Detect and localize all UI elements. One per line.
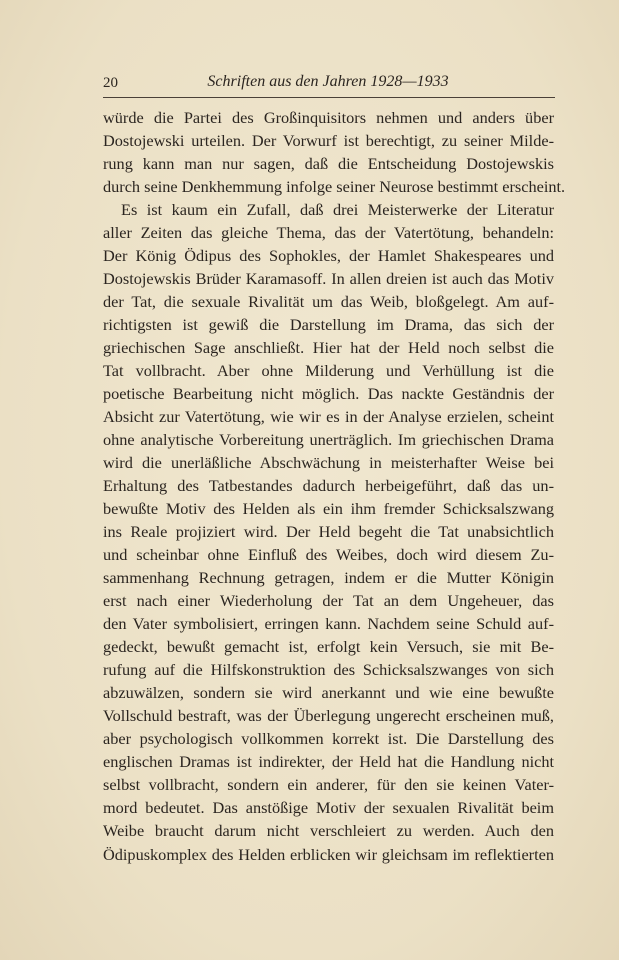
text-line: würde die Partei des Großinquisitors nehmen und anders über xyxy=(103,108,554,127)
text-line: ohne analytische Vorbereitung unerträglich. Im griechischen Drama xyxy=(103,430,554,450)
running-title: Schriften aus den Jahren 1928—1933 xyxy=(207,73,449,90)
text-line: Es ist kaum ein Zufall, daß drei Meisterwerke der Literatur xyxy=(121,200,554,220)
text-line: rung kann man nur sagen, daß die Entscheidung Dostojewskis xyxy=(103,154,554,174)
text-line: abzuwälzen, sondern sie wird anerkannt und wie eine bewußte xyxy=(103,683,554,703)
page-number: 20 xyxy=(103,75,118,91)
text-line: bewußte Motiv des Helden als ein ihm fremder Schicksalszwang xyxy=(103,499,554,519)
text-line: Ödipuskomplex des Helden erblicken wir gleichsam im reflektierten xyxy=(103,844,554,864)
text-line: gedeckt, bewußt gemacht ist, erfolgt kein Versuch, sie mit Be- xyxy=(103,637,554,657)
text-line: Weibe braucht darum nicht verschleiert zu werden. Auch den xyxy=(103,821,554,841)
text-line: aller Zeiten das gleiche Thema, das der Vatertötung, behandeln: xyxy=(103,223,554,243)
text-line: Vollschuld bestraft, was der Überlegung ungerecht erscheinen muß, xyxy=(103,706,554,726)
text-line: Absicht zur Vatertötung, wie wir es in der Analyse erzielen, scheint xyxy=(103,407,554,427)
text-line: englischen Dramas ist indirekter, der Held hat die Handlung nicht xyxy=(103,752,554,772)
text-line: aber psychologisch vollkommen korrekt ist. Die Darstellung des xyxy=(103,729,554,749)
text-line: erst nach einer Wiederholung der Tat an dem Ungeheuer, das xyxy=(103,591,554,611)
header-rule xyxy=(103,97,555,98)
text-line: rufung auf die Hilfskonstruktion des Schicksalszwanges von sich xyxy=(103,660,554,680)
text-line: selbst vollbracht, sondern ein anderer, für den sie keinen Vater- xyxy=(103,775,554,795)
body-text xyxy=(103,106,566,866)
text-line: Dostojewski urteilen. Der Vorwurf ist berechtigt, zu seiner Milde- xyxy=(103,131,554,151)
text-line: poetische Bearbeitung nicht möglich. Das nackte Geständnis der xyxy=(103,384,554,404)
text-line: wird die unerläßliche Abschwächung in meisterhafter Weise bei xyxy=(103,453,554,473)
text-line: Erhaltung des Tatbestandes dadurch herbeigeführt, daß das un- xyxy=(103,476,554,496)
text-line: Tat vollbracht. Aber ohne Milderung und Verhüllung ist die xyxy=(103,361,554,381)
text-line: den Vater symbolisiert, erringen kann. Nachdem seine Schuld auf- xyxy=(103,614,554,634)
page-header xyxy=(103,73,553,95)
text-line: richtigsten ist gewiß die Darstellung im Drama, das sich der xyxy=(103,315,554,335)
text-line: sammenhang Rechnung getragen, indem er die Mutter Königin xyxy=(103,568,554,588)
text-line: ins Reale projiziert wird. Der Held begeht die Tat unabsichtlich xyxy=(103,522,554,542)
text-line: griechischen Sage anschließt. Hier hat der Held noch selbst die xyxy=(103,338,554,358)
text-line: Der König Ödipus des Sophokles, der Hamlet Shakespeares und xyxy=(103,246,554,266)
text-line: mord bedeutet. Das anstößige Motiv der sexualen Rivalität beim xyxy=(103,798,554,818)
text-line: der Tat, die sexuale Rivalität um das Weib, bloßgelegt. Am auf- xyxy=(103,292,554,312)
text-line: und scheinbar ohne Einfluß des Weibes, doch wird diesem Zu- xyxy=(103,545,554,565)
text-line: Dostojewskis Brüder Karamasoff. In allen dreien ist auch das Motiv xyxy=(103,269,554,289)
text-line: durch seine Denkhemmung infolge seiner Neurose bestimmt erscheint. xyxy=(103,177,566,197)
